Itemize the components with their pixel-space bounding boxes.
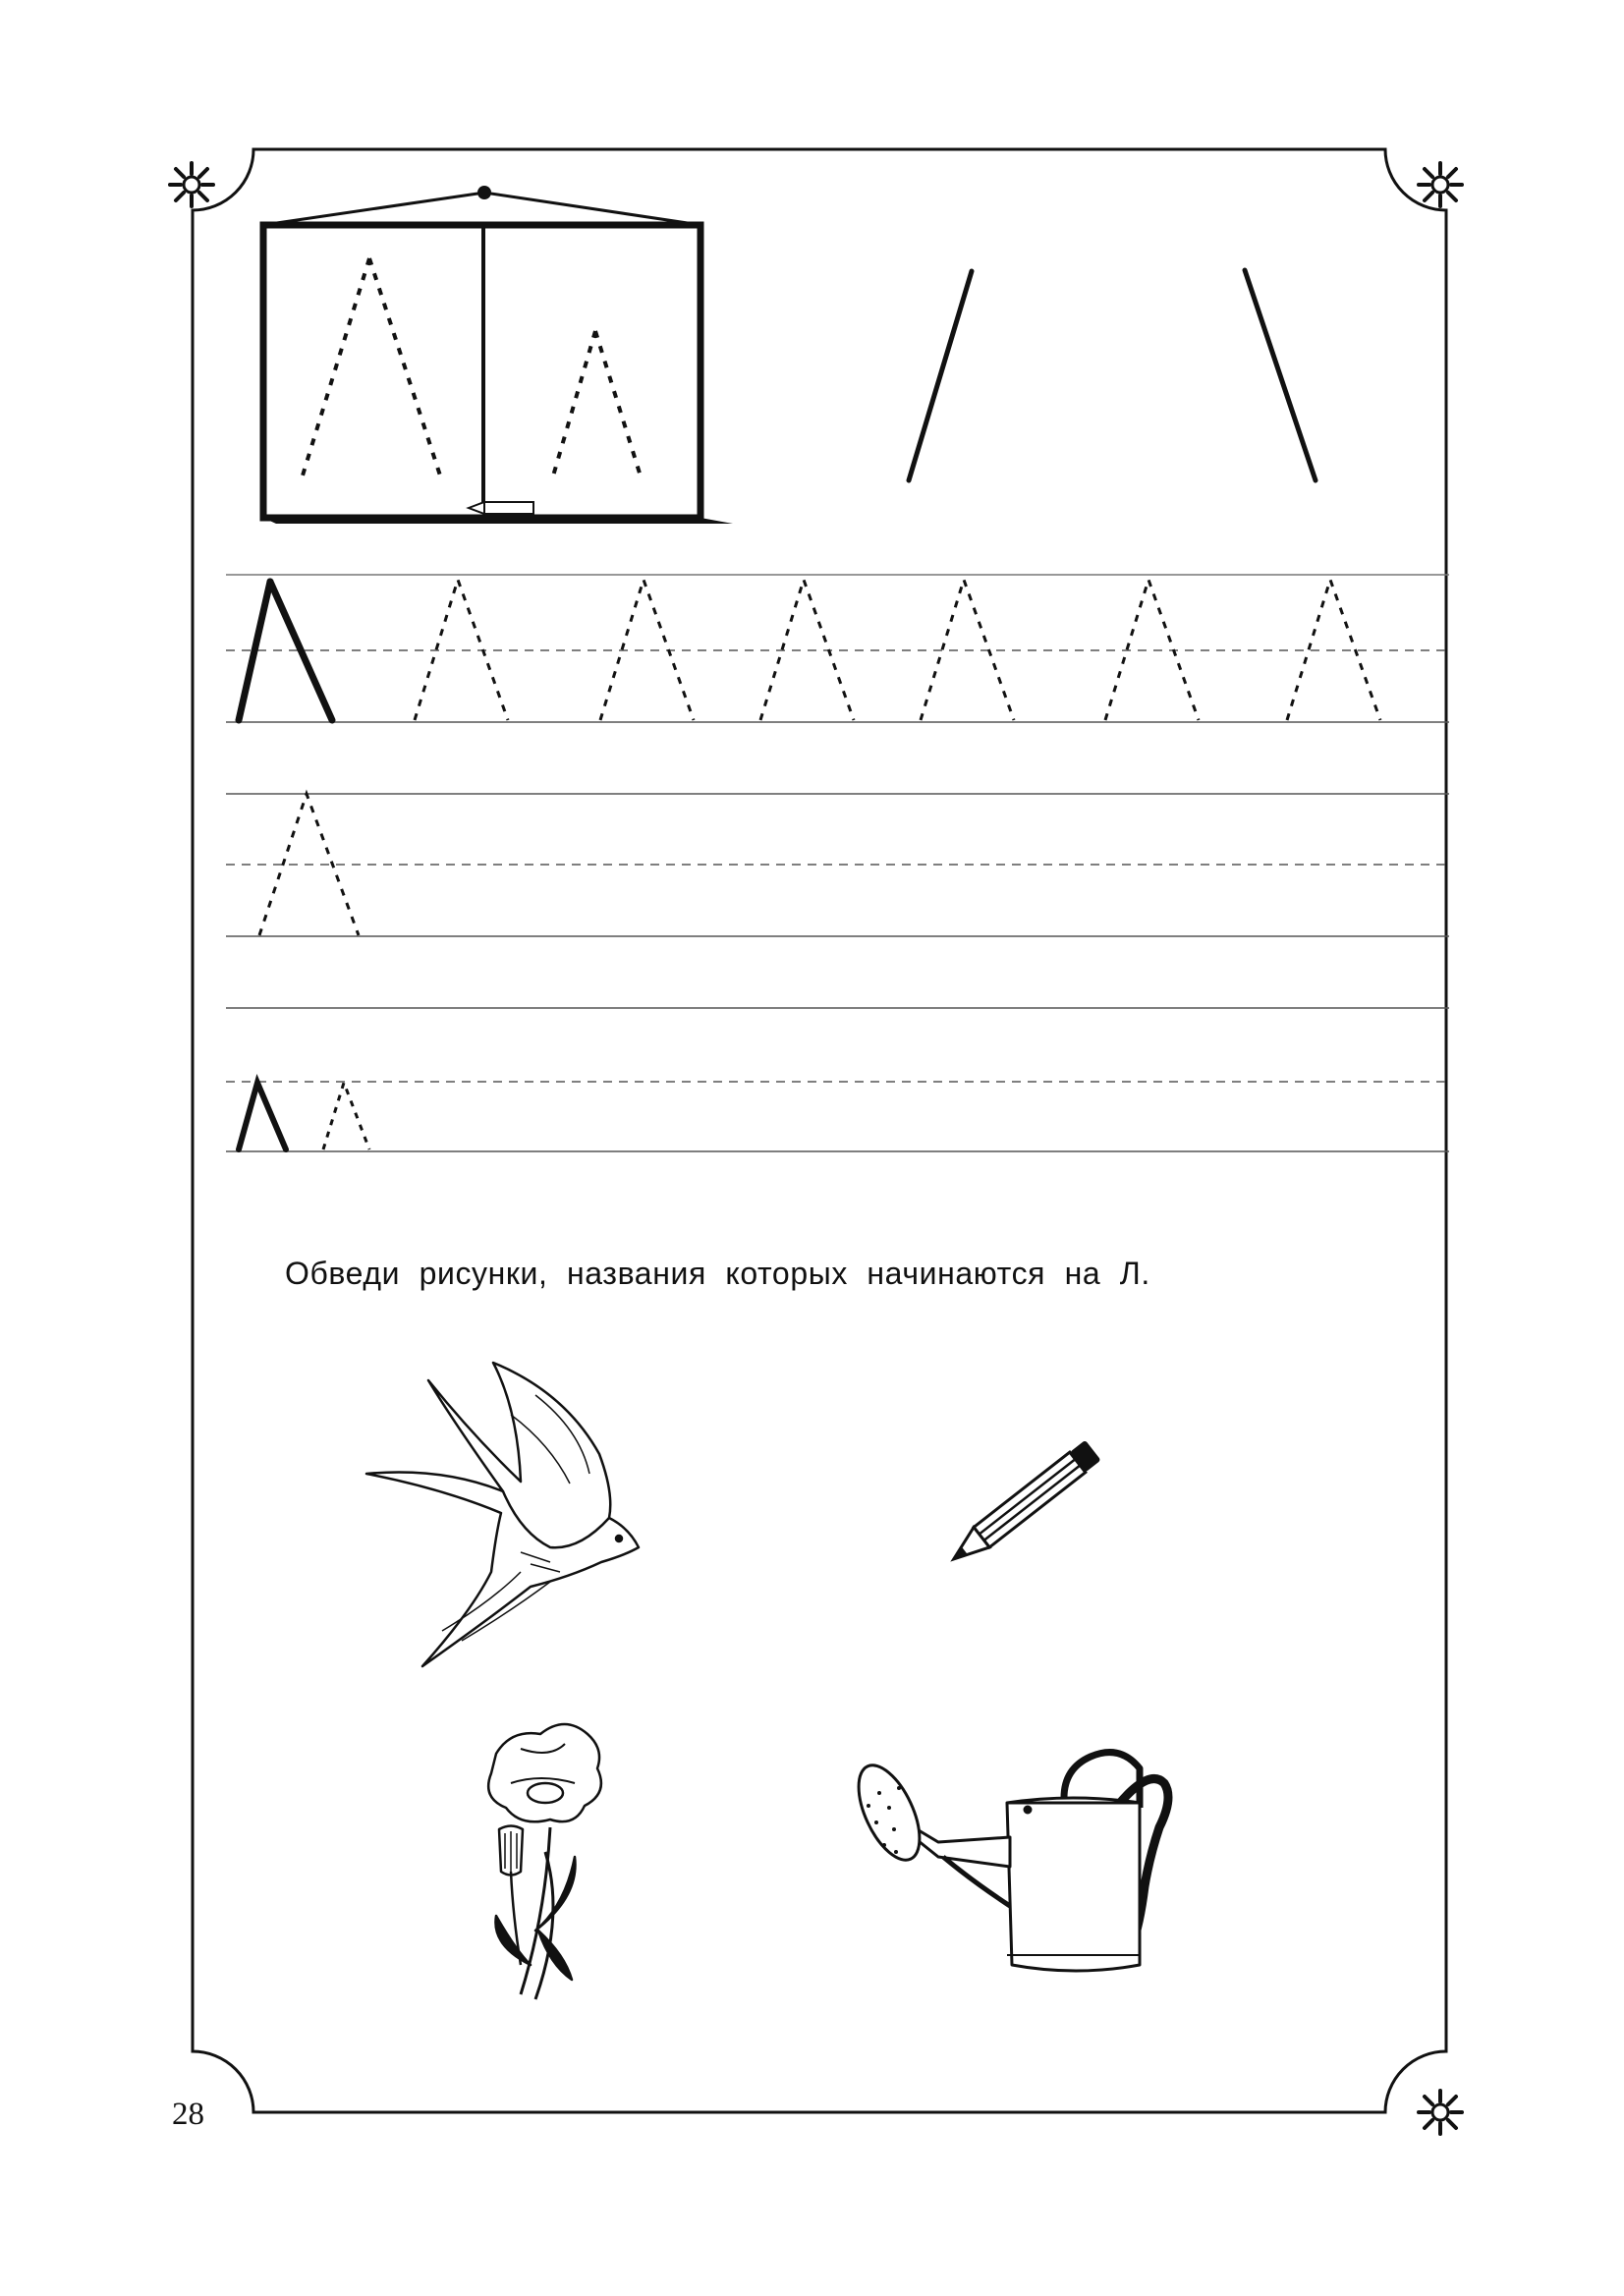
sample-letter-row3 — [239, 1083, 286, 1149]
stroke-example-left — [909, 271, 972, 480]
swallow-icon — [366, 1363, 639, 1666]
writing-lines — [226, 575, 1449, 1151]
sample-letter-row1 — [239, 582, 332, 720]
tracing-letter-row3 — [323, 1083, 369, 1149]
watering-can-icon — [846, 1753, 1168, 1971]
chalkboard-illustration — [263, 186, 733, 524]
poppy-icon — [488, 1724, 601, 1999]
dotted-letter-large — [303, 258, 440, 476]
corner-sun-icon-top-right — [1419, 163, 1462, 206]
pencil-icon — [946, 1440, 1101, 1569]
page-number: 28 — [172, 2097, 204, 2132]
chalk-icon — [484, 502, 533, 514]
hanger-nail-icon — [477, 186, 491, 199]
stroke-example-right — [1245, 270, 1316, 480]
instruction-text: Обведи рисунки, названия которых начинаются на Л. — [285, 1256, 1150, 1291]
page-frame — [193, 149, 1446, 2112]
corner-sun-icon-bottom-right — [1419, 2091, 1462, 2134]
corner-sun-icon-top-left — [170, 163, 213, 206]
dotted-letter-small — [552, 331, 642, 479]
